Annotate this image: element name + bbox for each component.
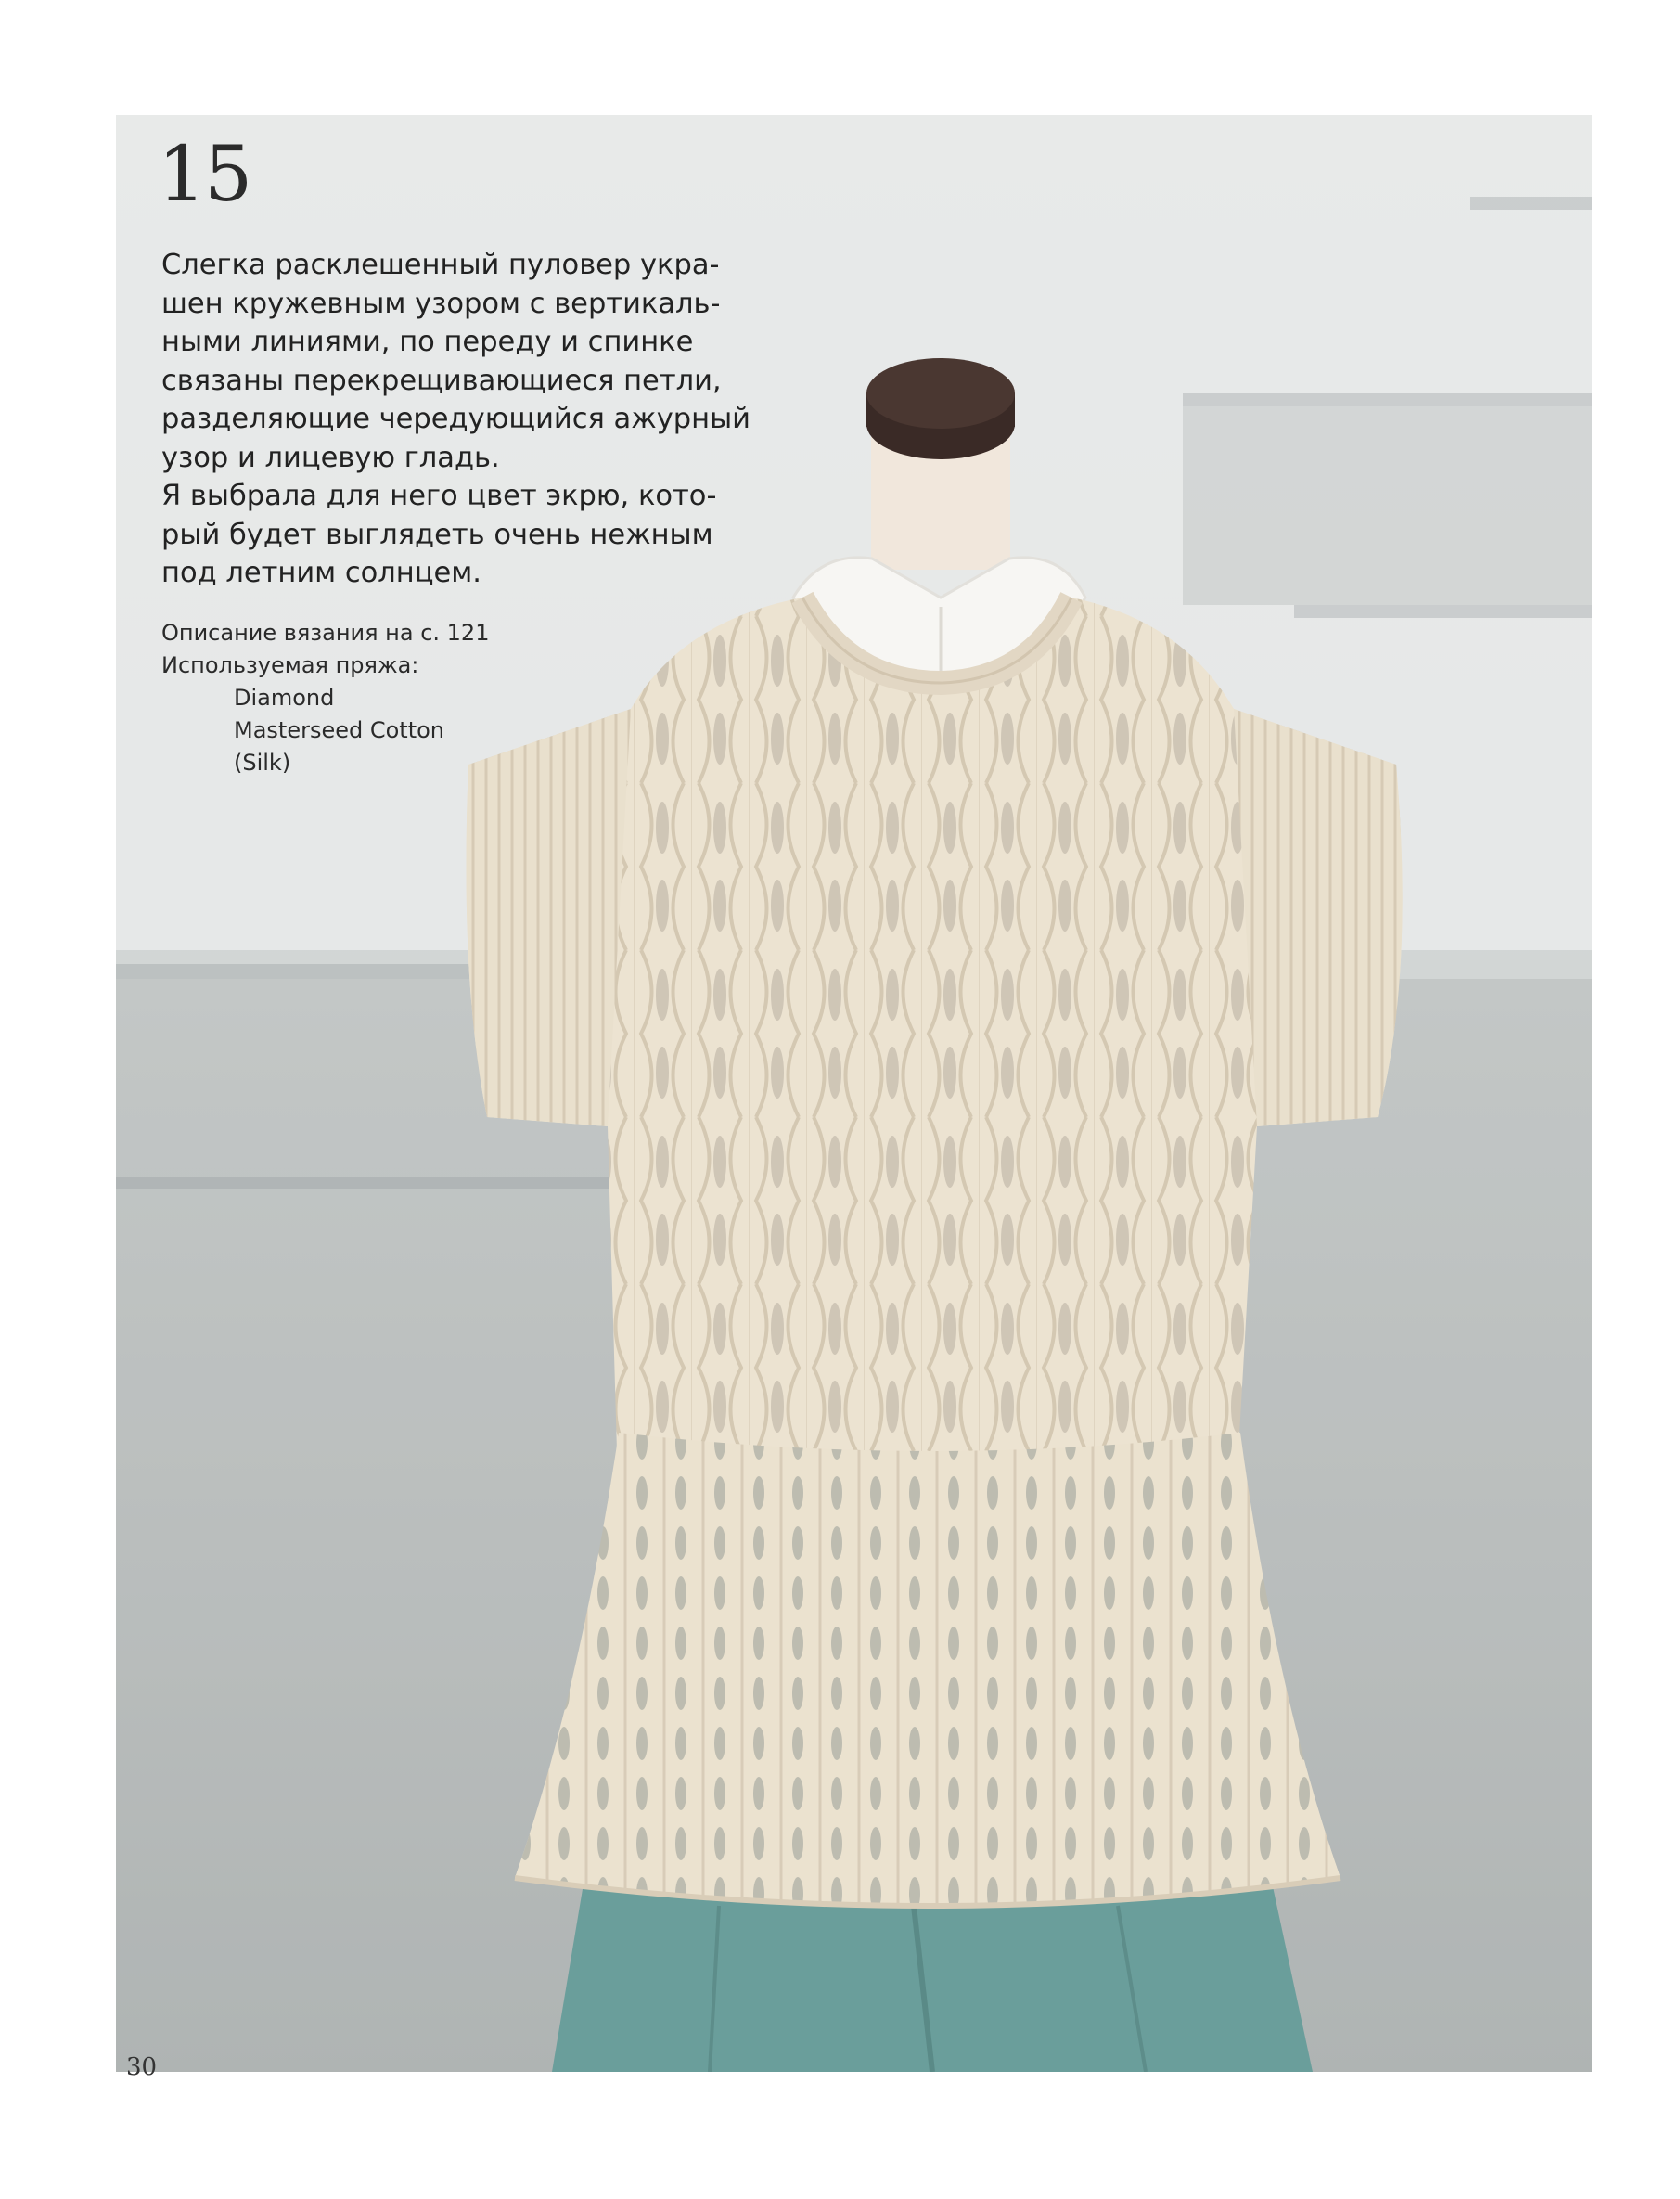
description-line: шен кружевным узором с вертикаль- — [161, 287, 721, 320]
description-line: Я выбрала для него цвет экрю, кото- — [161, 480, 717, 512]
pattern-info — [161, 617, 489, 779]
page-folio: 30 — [126, 2053, 158, 2081]
description-line: связаны перекрещивающиеся петли, — [161, 364, 722, 397]
description-line: разделяющие чередующийся ажурный — [161, 403, 750, 435]
yarn-name: Diamond — [234, 685, 335, 711]
description-line: узор и лицевую гладь. — [161, 441, 500, 474]
pattern-reference: Описание вязания на с. 121 — [161, 620, 490, 646]
left-sleeve — [467, 709, 632, 1126]
description-line: рый будет выглядеть очень нежным — [161, 518, 713, 551]
description-line: под летним солнцем. — [161, 557, 481, 589]
yarn-label: Используемая пряжа: — [161, 652, 419, 678]
yarn-name: Masterseed Cotton — [234, 717, 445, 743]
yarn-name: (Silk) — [234, 750, 291, 776]
description-text — [161, 246, 755, 593]
right-sleeve — [1234, 709, 1403, 1126]
description-line: Слегка расклешенный пуловер укра- — [161, 249, 720, 281]
sweater-peplum — [515, 1433, 1340, 1906]
model-number: 15 — [158, 131, 251, 219]
description-line: ными линиями, по переду и спинке — [161, 326, 694, 358]
